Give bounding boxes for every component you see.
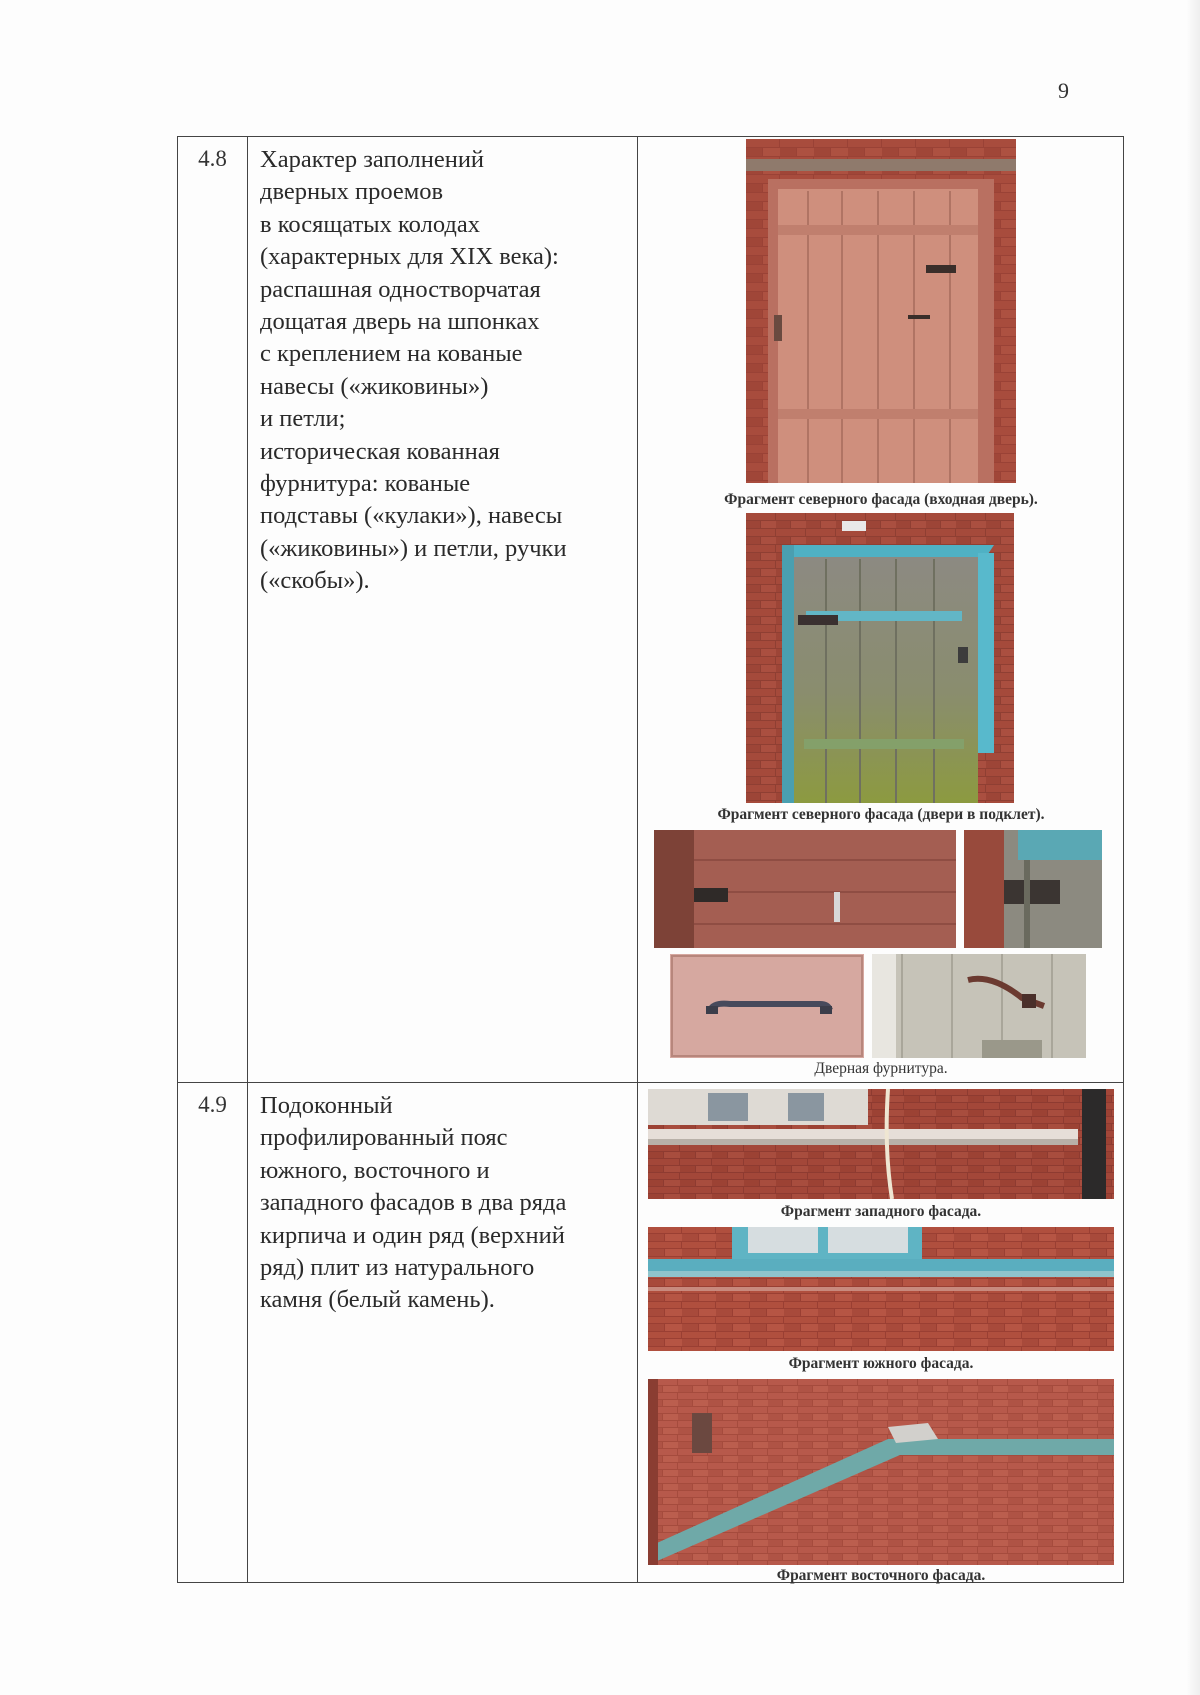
- basement-door-photo: [746, 513, 1014, 803]
- hardware-hinge-photo: [654, 830, 956, 948]
- description-line: Подоконный: [260, 1092, 393, 1119]
- hardware-handle-weathered-photo: [872, 954, 1086, 1058]
- table-row: [178, 137, 1124, 1083]
- description-line: распашная одностворчатая: [260, 275, 541, 303]
- hardware-hinge-detail-photo: [964, 830, 1102, 948]
- description-line: южного, восточного и: [260, 1156, 490, 1184]
- photo-cell: [638, 1083, 1124, 1583]
- description-line: Характер заполнений: [260, 146, 485, 173]
- east-facade-photo: [648, 1379, 1114, 1565]
- description-line: в косящатых колодах: [260, 210, 480, 238]
- east-facade-caption: Фрагмент восточного фасада.: [776, 1567, 986, 1584]
- entrance-door-caption: Фрагмент северного фасада (входная дверь).: [724, 491, 1038, 508]
- description-line: кирпича и один ряд (верхний: [260, 1221, 565, 1249]
- west-facade-caption: Фрагмент западного фасада.: [780, 1203, 982, 1220]
- description-line: подставы («кулаки»), навесы: [260, 502, 563, 530]
- west-facade-photo: [648, 1089, 1114, 1199]
- description-line: и петли;: [260, 405, 346, 433]
- hardware-handle-photo: [670, 954, 864, 1058]
- description-line: с креплением на кованые: [260, 340, 523, 368]
- description-line: дощатая дверь на шпонках: [260, 308, 540, 336]
- description-line: историческая кованная: [260, 437, 500, 465]
- south-facade-photo: [648, 1227, 1114, 1351]
- description-line: фурнитура: кованые: [260, 470, 471, 498]
- description-line: навесы («жиковины»): [260, 372, 489, 400]
- south-facade-caption: Фрагмент южного фасада.: [788, 1355, 974, 1372]
- description-line: ряд) плит из натурального: [260, 1254, 535, 1282]
- row-number: 4.8: [178, 137, 248, 1083]
- description-line: профилированный пояс: [260, 1124, 508, 1152]
- entrance-door-photo: [746, 139, 1016, 483]
- features-table: [177, 136, 1124, 1583]
- page-number: 9: [1058, 78, 1069, 103]
- photo-cell: [638, 137, 1124, 1083]
- basement-door-caption: Фрагмент северного фасада (двери в подклет).: [717, 806, 1045, 823]
- row-number: 4.9: [178, 1083, 248, 1583]
- description-line: дверных проемов: [260, 178, 444, 206]
- table-row: [178, 1083, 1124, 1583]
- description-line: (характерных для XIX века):: [260, 243, 559, 271]
- description-line: («скобы»).: [260, 567, 370, 595]
- row-description: [248, 137, 638, 1083]
- description-line: («жиковины») и петли, ручки: [260, 534, 567, 562]
- scan-edge-shadow: [1186, 0, 1200, 1695]
- hardware-caption: Дверная фурнитура.: [814, 1060, 948, 1077]
- description-line: камня (белый камень).: [260, 1286, 495, 1314]
- description-line: западного фасадов в два ряда: [260, 1189, 567, 1217]
- row-description: [248, 1083, 638, 1583]
